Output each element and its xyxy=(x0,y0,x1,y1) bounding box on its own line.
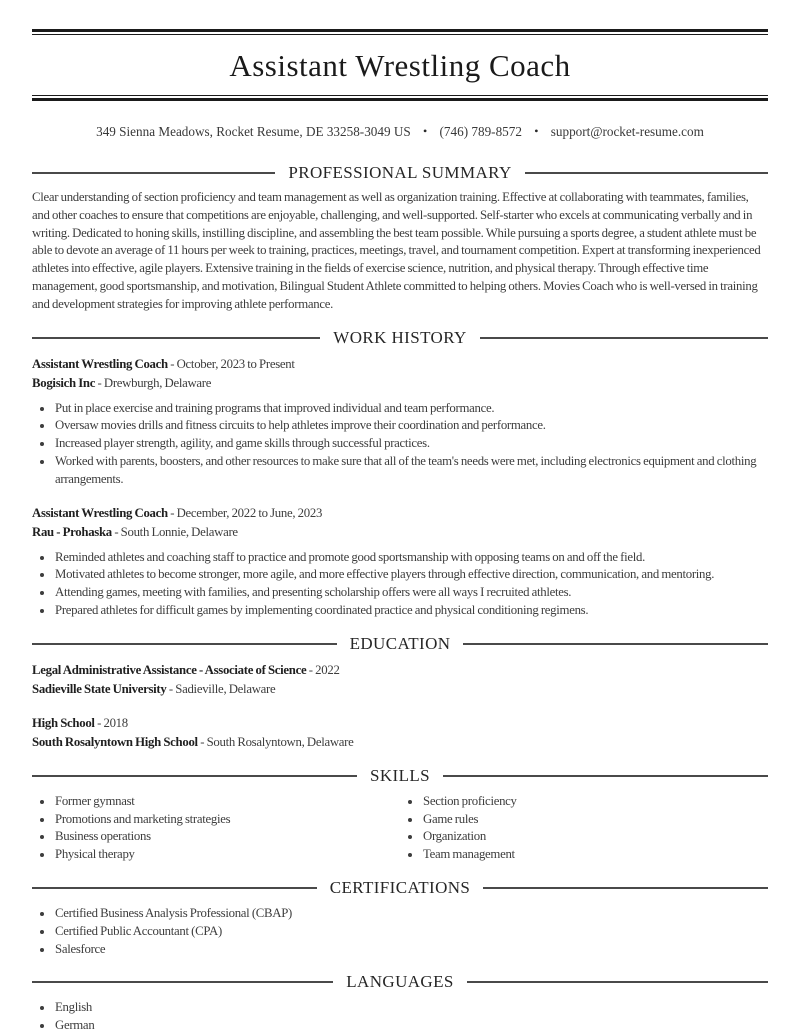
job-location: - Drewburgh, Delaware xyxy=(97,375,212,390)
degree-name: High School xyxy=(32,715,95,730)
job-bullet-list xyxy=(32,400,768,489)
education-entry xyxy=(32,714,768,752)
job-bullet-list xyxy=(32,549,768,620)
job-location: - South Lonnie, Delaware xyxy=(114,524,238,539)
section-heading xyxy=(32,878,768,898)
skills-list-left xyxy=(32,793,400,864)
contact-line xyxy=(32,122,768,141)
section-title: LANGUAGES xyxy=(346,972,454,992)
certification-item: • Salesforce xyxy=(54,941,768,959)
contact-email: support@rocket-resume.com xyxy=(550,124,704,139)
heading-rule-left xyxy=(32,981,333,983)
language-item: • German xyxy=(54,1017,768,1035)
bullet-item: • Prepared athletes for difficult games by implementing coordinated practice and physical conditioning regimens. xyxy=(54,602,768,620)
heading-rule-right xyxy=(480,337,768,339)
heading-rule-right xyxy=(483,887,768,889)
skill-item: • Organization xyxy=(422,828,768,846)
job-title-line xyxy=(32,504,768,523)
company-name: Bogisich Inc xyxy=(32,375,96,390)
school-line xyxy=(32,733,768,752)
school-location: - Sadieville, Delaware xyxy=(168,681,276,696)
bullet-item: • Increased player strength, agility, and game skills through successful practices. xyxy=(54,435,768,453)
certification-item: • Certified Public Accountant (CPA) xyxy=(54,923,768,941)
school-name: Sadieville State University xyxy=(32,681,167,696)
section-title: PROFESSIONAL SUMMARY xyxy=(288,163,512,182)
skill-item: • Team management xyxy=(422,846,768,864)
section-work-history xyxy=(32,328,768,620)
skill-item: • Physical therapy xyxy=(54,846,400,864)
degree-name: Legal Administrative Assistance - Associate of Science xyxy=(32,662,307,677)
bullet-item: • Reminded athletes and coaching staff to practice and promote good sportsmanship with opposing teams on and off the field. xyxy=(54,549,768,567)
certification-item: • Certified Business Analysis Professional (CBAP) xyxy=(54,905,768,923)
skill-item: • Section proficiency xyxy=(422,793,768,811)
heading-rule-right xyxy=(443,775,768,777)
bullet-item: • Oversaw movies drills and fitness circuits to help athletes improve their coordination and performance. xyxy=(54,417,768,435)
summary-text: Clear understanding of section proficiency and team management as well as organization training. Effective at collaborating with teammates, families, and other coaches to ensure that competitions are enjoyable, challenging, and well-supported. Self-starter who excels at communicating verbally and in writing. Dedicated to honing skills, instilling discipline, and assembling the best team possible. While pursuing a sports degree, a student athlete must be able to devote an average of 11 hours per week to training, practices, meetings, travel, and tournament competition. Expert at transforming inexperienced athletes into effective, agile players. Extensive training in the fields of exercise science, nutrition, and physical therapy. Through effective time management, good sportsmanship, and motivation, Bilingual Student Athlete committed to helping others. Movies Coach who is well-versed in training and development strategies for improving athlete performance. xyxy=(32,190,761,311)
school-name: South Rosalyntown High School xyxy=(32,734,198,749)
job-entry xyxy=(32,355,768,489)
skill-item: • Business operations xyxy=(54,828,400,846)
bullet-item: • Put in place exercise and training programs that improved individual and team performance. xyxy=(54,400,768,418)
job-entry xyxy=(32,504,768,620)
skill-item: • Former gymnast xyxy=(54,793,400,811)
job-company-line xyxy=(32,374,768,393)
contact-separator-dot: • xyxy=(534,124,539,138)
section-title: EDUCATION xyxy=(349,633,451,653)
heading-rule-left xyxy=(32,775,357,777)
skills-list-right xyxy=(400,793,768,864)
languages-list xyxy=(32,999,768,1035)
job-title: Assistant Wrestling Coach xyxy=(32,356,168,371)
job-period: - October, 2023 to Present xyxy=(170,356,295,371)
skill-item: • Promotions and marketing strategies xyxy=(54,811,400,829)
degree-line xyxy=(32,714,768,733)
heading-rule-right xyxy=(525,172,768,174)
job-title: Assistant Wrestling Coach xyxy=(32,505,168,520)
job-company-line xyxy=(32,523,768,542)
resume-title: Assistant Wrestling Coach xyxy=(229,48,571,83)
bullet-item: • Worked with parents, boosters, and other resources to make sure that all of the team's needs were met, including electronics equipment and clothing arrangements. xyxy=(54,453,768,489)
section-languages xyxy=(32,972,768,1035)
job-title-line xyxy=(32,355,768,374)
section-title: CERTIFICATIONS xyxy=(329,877,471,897)
skills-column-right xyxy=(400,786,768,864)
section-title: SKILLS xyxy=(369,765,431,785)
heading-rule-left xyxy=(32,337,320,339)
header-top-rule xyxy=(32,29,768,35)
section-education xyxy=(32,634,768,752)
section-heading xyxy=(32,163,768,183)
section-heading xyxy=(32,972,768,992)
skill-item: • Game rules xyxy=(422,811,768,829)
section-skills xyxy=(32,766,768,864)
education-entry xyxy=(32,661,768,699)
skills-columns xyxy=(32,786,768,864)
graduation-year: - 2018 xyxy=(97,715,128,730)
header-bottom-rule xyxy=(32,95,768,101)
skills-column-left xyxy=(32,786,400,864)
school-line xyxy=(32,680,768,699)
section-certifications xyxy=(32,878,768,958)
school-location: - South Rosalyntown, Delaware xyxy=(200,734,354,749)
heading-rule-right xyxy=(463,643,768,645)
contact-phone: (746) 789-8572 xyxy=(439,124,522,139)
contact-separator-dot: • xyxy=(423,124,428,138)
contact-address: 349 Sienna Meadows, Rocket Resume, DE 33258-3049 US xyxy=(96,124,411,139)
bullet-item: • Attending games, meeting with families, and presenting scholarship offers were all ways I recruited athletes. xyxy=(54,584,768,602)
language-item: • English xyxy=(54,999,768,1017)
section-heading xyxy=(32,766,768,786)
certifications-list xyxy=(32,905,768,958)
graduation-year: - 2022 xyxy=(308,662,340,677)
heading-rule-right xyxy=(467,981,768,983)
heading-rule-left xyxy=(32,887,317,889)
job-period: - December, 2022 to June, 2023 xyxy=(170,505,323,520)
section-title: WORK HISTORY xyxy=(333,327,467,347)
bullet-item: • Motivated athletes to become stronger, more agile, and more effective players through effective direction, communication, and mentoring. xyxy=(54,566,768,584)
section-professional-summary xyxy=(32,163,768,314)
section-heading xyxy=(32,634,768,654)
section-heading xyxy=(32,328,768,348)
heading-rule-left xyxy=(32,643,337,645)
company-name: Rau - Prohaska xyxy=(32,524,112,539)
heading-rule-left xyxy=(32,172,275,174)
degree-line xyxy=(32,661,768,680)
